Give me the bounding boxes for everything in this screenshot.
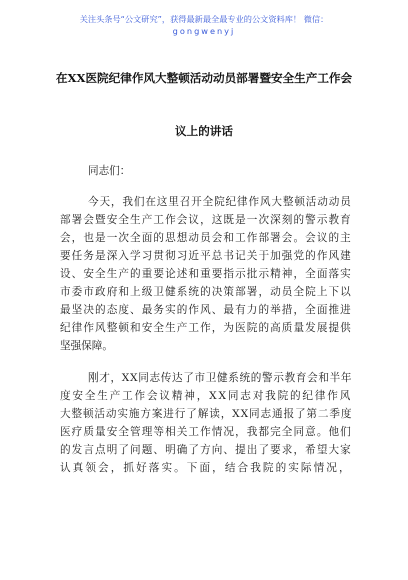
body-line: 坚强保障。 [60, 340, 113, 352]
body-line: 今天，我们在这里召开全院纪律作风大整顿活动动员 [88, 196, 352, 208]
body-line: 纪律作风整顿和安全生产工作，为医院的高质量发展提供 [60, 322, 352, 334]
body-line: 市委市政府和上级卫健系统的决策部署，动员全院上下以 [60, 286, 352, 298]
body-line: 度安全生产工作会议精神，XX同志对我院的纪律作风 [60, 390, 353, 402]
document-title-line1: 在XX医院纪律作风大整顿活动动员部署暨安全生产工作会 [55, 71, 353, 85]
body-line: 会，也是一次全面的思想动员会和工作部署会。会议的主 [60, 232, 352, 244]
document-title-line2: 议上的讲话 [175, 124, 233, 138]
body-line: 设、安全生产的重要论述和重要指示批示精神，全面落实 [60, 268, 352, 280]
header-note [40, 13, 368, 37]
body-line: 的发言点明了问题、明确了方向、提出了要求，希望大家 [60, 444, 352, 456]
body-line: 要任务是深入学习贯彻习近平总书记关于加强党的作风建 [60, 250, 352, 262]
body-line: 认真领会，抓好落实。下面，结合我院的实际情况， [60, 462, 352, 474]
body-line: 大整顿活动实施方案进行了解读，XX同志通报了第二季度 [60, 408, 353, 420]
body-line: 刚才，XX同志传达了市卫健系统的警示教育会和半年 [88, 372, 353, 384]
body-line: 医疗质量安全管理等相关工作情况，我都完全同意。他们 [60, 426, 352, 438]
header-note-line1: 关注头条号“公文研究”，获得最新最全最专业的公文资料库！ 微信： [79, 14, 329, 24]
body-line: 部署会暨安全生产工作会议，这既是一次深刻的警示教育 [60, 214, 352, 226]
body-line: 最坚决的态度、最务实的作风、最有力的举措，全面推进 [60, 304, 352, 316]
salutation: 同志们： [88, 165, 131, 177]
header-note-line2: gongwenyj [172, 26, 236, 36]
